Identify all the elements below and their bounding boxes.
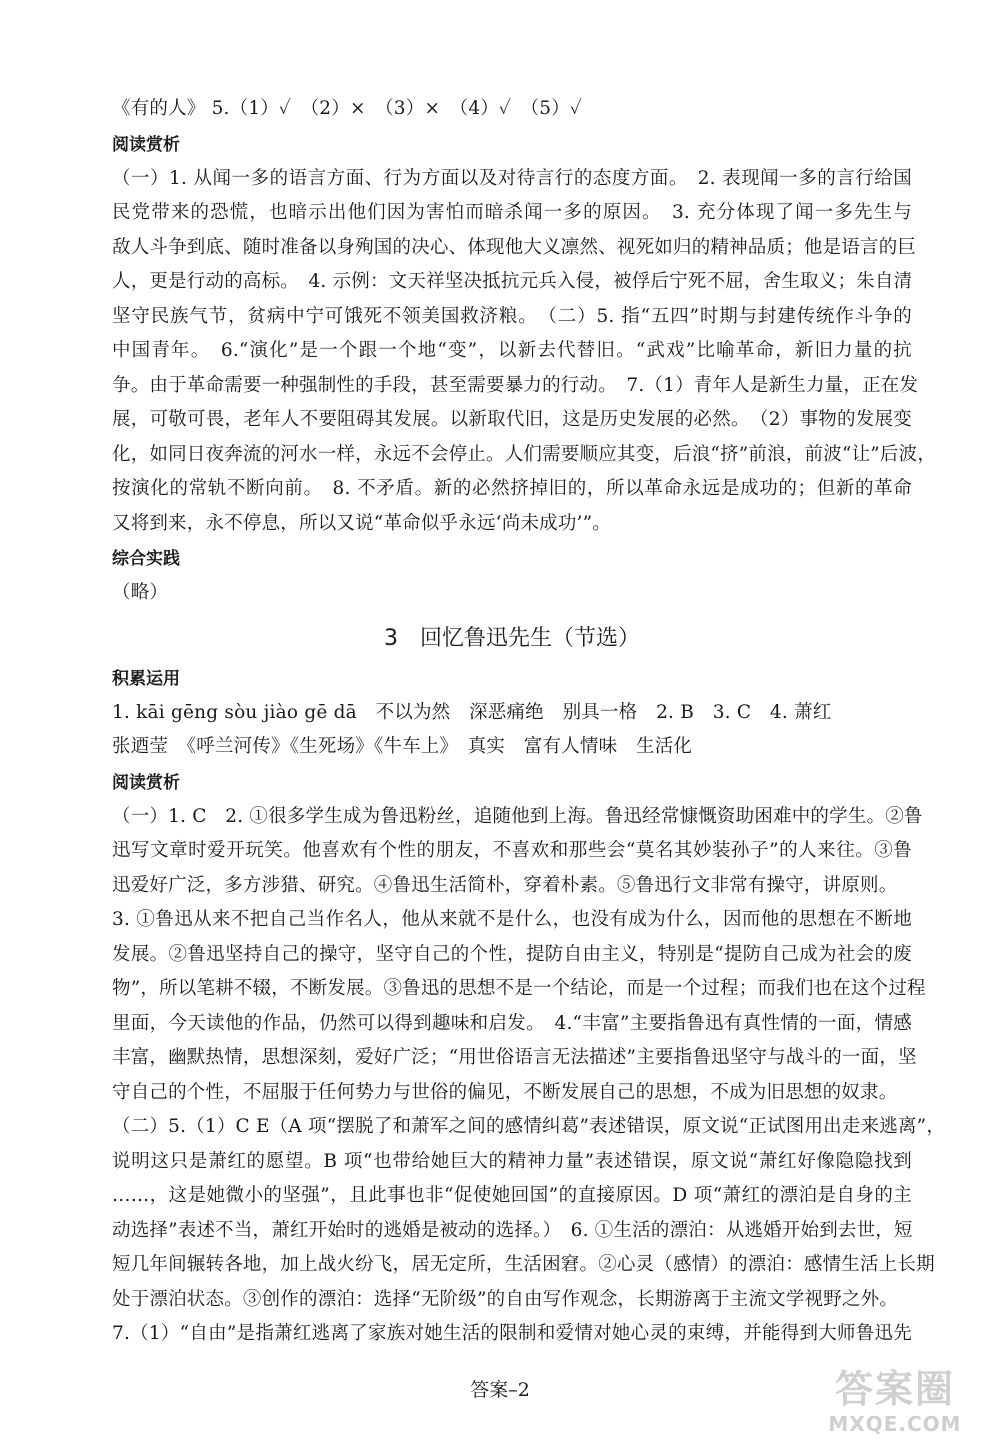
answer-text-line: 3. ①鲁迅从来不把自己当作名人，他从来就不是什么，也没有成为什么，因而他的思想在不断地 bbox=[112, 909, 912, 930]
watermark-logo bbox=[805, 1365, 985, 1445]
answer-text-line: 展，可敬可畏，老年人不要阻碍其发展。以新取代旧，这是历史发展的必然。 （2）事物的发展变 bbox=[112, 409, 912, 430]
answer-text-line: 短几年间辗转各地，加上战火纷飞，居无定所，生活困窘。②心灵（感情）的漂泊：感情生活上长期 bbox=[112, 1254, 935, 1275]
answer-text-line: 说明这只是萧红的愿望。B 项“也带给她巨大的精神力量”表述错误，原文说“萧红好像隐隐找到 bbox=[112, 1150, 912, 1172]
answer-text-line: 敌人斗争到底、随时准备以身殉国的决心、体现他大义凛然、视死如归的精神品质；他是语言的巨 bbox=[112, 236, 917, 258]
lesson-number: 3 bbox=[383, 625, 398, 651]
watermark-text: 答案圈 bbox=[834, 1367, 955, 1411]
lesson-title bbox=[112, 617, 912, 661]
answer-text-line: 又将到来，永不停息，所以又说“革命似乎永远‘尚未成功’”。 bbox=[112, 512, 611, 534]
answer-text-line: 坚守民族气节，贫病中宁可饿死不领美国救济粮。 （二）5. 指“五四”时期与封建传统作斗争的 bbox=[112, 305, 912, 327]
answer-text-line: ……，这是她微小的坚强”，且此事也非“促使她回国”的直接原因。D 项“萧红的漂泊是自身的主 bbox=[112, 1185, 912, 1206]
answer-text-line: （一）1. C 2. ①很多学生成为鲁迅粉丝，追随他到上海。鲁迅经常慷慨资助困难中的学生。②鲁 bbox=[112, 805, 923, 827]
answer-text-line: （二）5.（1）C E（A 项“摆脱了和萧军之间的感情纠葛”表述错误，原文说“正试图用出走来逃离”， bbox=[112, 1116, 946, 1137]
answer-text-line: 化，如同日夜奔流的河水一样，永远不会停止。人们需要顺应其变，后浪“挤”前浪，前波“让”后波， bbox=[112, 443, 937, 465]
answer-text-line: 1. kāi gēng sòu jiào gē dā 不以为然 深恶痛绝 别具一格 2. B 3. C 4. 萧红 bbox=[112, 701, 832, 723]
lesson-title-text: 回忆鲁迅先生（节选） bbox=[419, 625, 640, 651]
answer-text-line: 动选择”表述不当，萧红开始时的逃婚是被动的选择。） 6. ①生活的漂泊：从逃婚开始到去世，短 bbox=[112, 1219, 913, 1241]
answer-text-line: （一）1. 从闻一多的语言方面、行为方面以及对待言行的态度方面。 2. 表现闻一多的言行给国 bbox=[112, 167, 912, 189]
watermark-url: MXQE.COM bbox=[828, 1412, 962, 1436]
answer-text-line: 《有的人》 5.（1）✓ （2）× （3）× （4）✓ （5）✓ bbox=[112, 98, 583, 119]
section-heading: 积累运用 bbox=[112, 668, 180, 689]
answer-text-line: 里面，今天读他的作品，仍然可以得到趣味和启发。 4.“丰富”主要指鲁迅有真性情的一面，情感 bbox=[112, 1012, 912, 1034]
answer-text-line: （略） bbox=[112, 582, 169, 603]
section-heading: 阅读赏析 bbox=[112, 772, 180, 793]
answer-text-line: 迅爱好广泛，多方涉猎、研究。④鲁迅生活简朴，穿着朴素。⑤鲁迅行文非常有操守，讲原则。 bbox=[112, 874, 898, 896]
answer-text-line: 人，更是行动的高标。 4. 示例：文天祥坚决抵抗元兵入侵，被俘后宁死不屈，舍生取义；朱自清 bbox=[112, 271, 913, 292]
section-heading: 综合实践 bbox=[112, 549, 180, 569]
answer-text-line: 守自己的个性，不屈服于任何势力与世俗的偏见，不断发展自己的思想，不成为旧思想的奴隶。 bbox=[112, 1081, 898, 1103]
answer-text-line: 迅写文章时爱开玩笑。他喜欢有个性的朋友，不喜欢和那些会“莫名其妙装孙子”的人来往。③鲁 bbox=[112, 840, 912, 861]
section-heading: 阅读赏析 bbox=[112, 134, 180, 155]
answer-text-line: 民党带来的恐慌，也暗示出他们因为害怕而暗杀闻一多的原因。 3. 充分体现了闻一多先生与 bbox=[112, 202, 912, 223]
page-number: 答案–2 bbox=[470, 1379, 530, 1401]
answer-text-line: 丰富，幽默热情，思想深刻，爱好广泛；“用世俗语言无法描述”主要指鲁迅坚守与战斗的一面，坚 bbox=[112, 1047, 917, 1068]
answer-text-line: 争。由于革命需要一种强制性的手段，甚至需要暴力的行动。 7.（1）青年人是新生力量，正在发 bbox=[112, 374, 919, 396]
answer-text-line: 张迺莹 《呼兰河传》《生死场》《牛车上》 真实 富有人情味 生活化 bbox=[112, 736, 693, 757]
answer-text-line: 处于漂泊状态。③创作的漂泊：选择“无阶级”的自由写作观念，长期游离于主流文学视野之外。 bbox=[112, 1288, 899, 1310]
answer-text-line: 物”，所以笔耕不辍，不断发展。③鲁迅的思想不是一个结论，而是一个过程；而我们也在这个过程 bbox=[112, 978, 926, 999]
answer-page-body bbox=[112, 92, 946, 1352]
answer-text-line: 中国青年。 6.“演化”是一个跟一个地“变”，以新去代替旧。“武戏”比喻革命，新旧力量的抗 bbox=[112, 340, 912, 361]
answer-text-line: 7.（1）“自由”是指萧红逃离了家族对她生活的限制和爱情对她心灵的束缚，并能得到大师鲁迅先 bbox=[112, 1323, 912, 1344]
answer-text-line: 发展。②鲁迅坚持自己的操守，坚守自己的个性，提防自由主义，特别是“提防自己成为社会的废 bbox=[112, 943, 912, 965]
answer-text-line: 按演化的常轨不断向前。 8. 不矛盾。新的必然挤掉旧的，所以革命永远是成功的；但新的革命 bbox=[112, 478, 912, 499]
